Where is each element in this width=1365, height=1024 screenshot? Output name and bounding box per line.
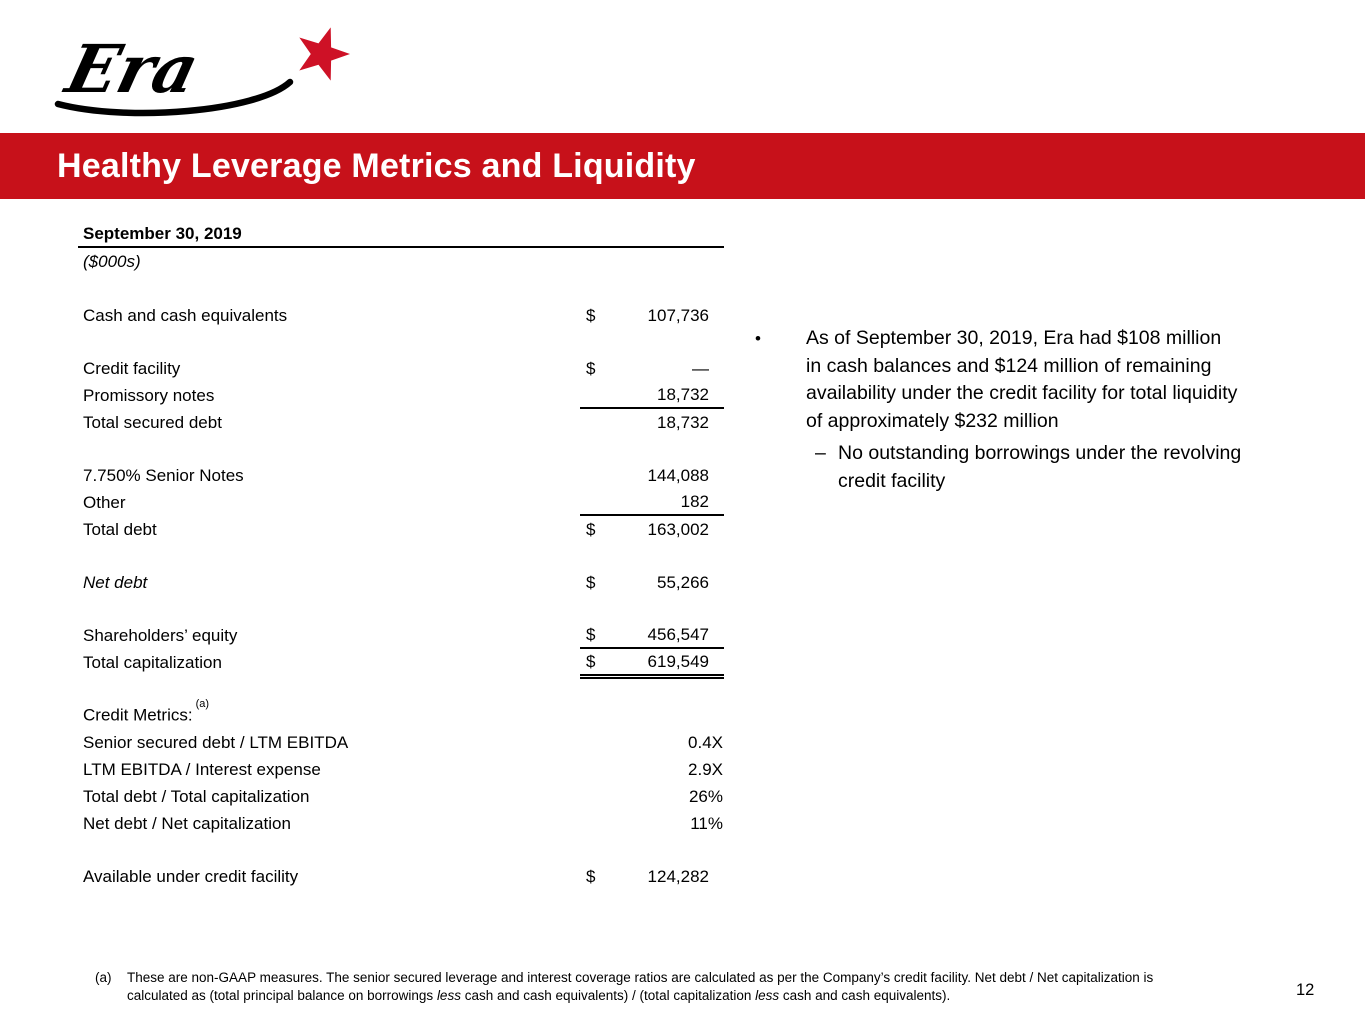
- row-value: 26%: [688, 786, 723, 806]
- row-value: 2.9X: [688, 759, 723, 779]
- row-label: Credit facility: [83, 358, 181, 378]
- row-amount: [580, 810, 724, 837]
- dollar-sign: $: [586, 572, 596, 592]
- era-logo-text: Era: [59, 29, 207, 108]
- bullet-text-line: availability under the credit facility for total liquidity: [806, 382, 1238, 404]
- footnote-fragment: cash and cash equivalents).: [779, 987, 951, 1003]
- row-value: 18,732: [657, 384, 709, 404]
- table-row: [78, 409, 724, 436]
- table-row: [78, 756, 724, 783]
- table-row: [78, 783, 724, 810]
- bullet-item: [755, 325, 1355, 435]
- table-row: [78, 810, 724, 837]
- row-value: 456,547: [647, 624, 709, 644]
- row-value: 11%: [690, 813, 723, 833]
- row-amount: [580, 489, 724, 516]
- row-amount: [580, 863, 724, 890]
- row-label: Total secured debt: [83, 412, 222, 432]
- slide-title: Healthy Leverage Metrics and Liquidity: [57, 146, 696, 185]
- table-row: [78, 622, 724, 649]
- footnote-marker: (a): [95, 970, 112, 985]
- dollar-sign: $: [586, 866, 596, 886]
- page-number: 12: [1296, 981, 1315, 999]
- table-header-date: September 30, 2019: [78, 222, 724, 248]
- row-label: Net debt / Net capitalization: [83, 813, 291, 833]
- table-row: [78, 302, 724, 329]
- row-value: 163,002: [647, 519, 709, 539]
- footnote-fragment: calculated as (total principal balance on borrowings: [127, 987, 437, 1003]
- row-label: Total debt: [83, 519, 157, 539]
- row-label: Net debt: [83, 572, 148, 592]
- era-logo: [42, 24, 362, 122]
- bullet-icon: •: [755, 329, 761, 348]
- dollar-sign: $: [586, 624, 596, 644]
- row-amount: [580, 622, 724, 649]
- sub-bullet-text: [838, 440, 1355, 495]
- row-value: 55,266: [657, 572, 709, 592]
- table-units-label: ($000s): [83, 252, 141, 271]
- row-label: LTM EBITDA / Interest expense: [83, 759, 321, 779]
- row-value: 0.4X: [688, 732, 723, 752]
- footnote-line-1: These are non-GAAP measures. The senior secured leverage and interest coverage ratios are calculated as per the Company’s credit facility. Net debt / Net capitalization is: [127, 970, 1154, 985]
- bullet-text-line: in cash balances and $124 million of remaining: [806, 354, 1212, 377]
- title-banner: [0, 133, 1365, 199]
- sub-bullet-item: [755, 440, 1355, 495]
- row-amount: [580, 302, 724, 329]
- row-amount: [580, 729, 724, 756]
- row-value: 124,282: [647, 866, 709, 886]
- table-row: [78, 863, 724, 890]
- row-label: Other: [83, 492, 126, 512]
- footnote: [95, 969, 1305, 1004]
- financial-table: [78, 222, 724, 890]
- row-label: Shareholders’ equity: [83, 625, 238, 645]
- footnote-line-2: [127, 987, 1305, 1005]
- row-value: 182: [680, 491, 709, 511]
- row-value: —: [692, 358, 709, 378]
- row-label: Promissory notes: [83, 385, 215, 405]
- table-row: [78, 729, 724, 756]
- row-amount: [580, 382, 724, 409]
- footnote-fragment: cash and cash equivalents) / (total capitalization: [460, 987, 756, 1003]
- row-label: Credit Metrics:$^{(a)}$: [83, 698, 210, 725]
- row-label: Total debt / Total capitalization: [83, 786, 310, 806]
- footnote-fragment: less: [436, 987, 461, 1003]
- bullet-text-line: As of September 30, 2019, Era had $108 million: [806, 327, 1222, 349]
- bullet-list: [755, 325, 1355, 495]
- sub-bullet-text-line: No outstanding borrowings under the revolving: [838, 442, 1242, 464]
- row-amount: [580, 462, 724, 489]
- dollar-sign: $: [586, 305, 596, 325]
- dash-icon: –: [815, 442, 826, 464]
- row-label: Total capitalization: [83, 652, 222, 672]
- dollar-sign: $: [586, 651, 596, 671]
- row-amount: [580, 355, 724, 382]
- row-label: Senior secured debt / LTM EBITDA: [83, 732, 349, 752]
- row-label: Available under credit facility: [83, 866, 299, 886]
- row-amount: [580, 569, 724, 596]
- row-amount: [580, 516, 724, 543]
- table-row: [78, 462, 724, 489]
- sub-bullet-text-line: credit facility: [838, 469, 946, 492]
- row-amount: [580, 409, 724, 436]
- bullet-text-line: of approximately $232 million: [806, 409, 1059, 432]
- financial-rows: [78, 302, 724, 890]
- row-amount: [580, 783, 724, 810]
- table-row: [78, 489, 724, 516]
- row-value: 619,549: [647, 651, 709, 671]
- table-row: [78, 355, 724, 382]
- row-value: 144,088: [647, 465, 709, 485]
- table-row: [78, 382, 724, 409]
- dollar-sign: $: [586, 519, 596, 539]
- footnote-ref: (a): [195, 698, 210, 711]
- row-label: Cash and cash equivalents: [83, 305, 288, 325]
- era-logo-graphic: [42, 24, 362, 122]
- footnote-text: [127, 969, 1305, 1004]
- row-value: 18,732: [657, 412, 709, 432]
- row-label: 7.750% Senior Notes: [83, 465, 244, 485]
- table-row: [78, 516, 724, 543]
- table-row: [78, 569, 724, 596]
- table-row: [78, 698, 724, 729]
- footnote-fragment: less: [755, 987, 780, 1003]
- row-amount: [580, 756, 724, 783]
- bullet-main-text: [806, 325, 1355, 435]
- era-star-icon: [299, 27, 350, 80]
- row-amount: [580, 649, 724, 676]
- row-value: 107,736: [647, 305, 709, 325]
- table-row: [78, 649, 724, 676]
- dollar-sign: $: [586, 358, 596, 378]
- row-amount: [580, 702, 724, 729]
